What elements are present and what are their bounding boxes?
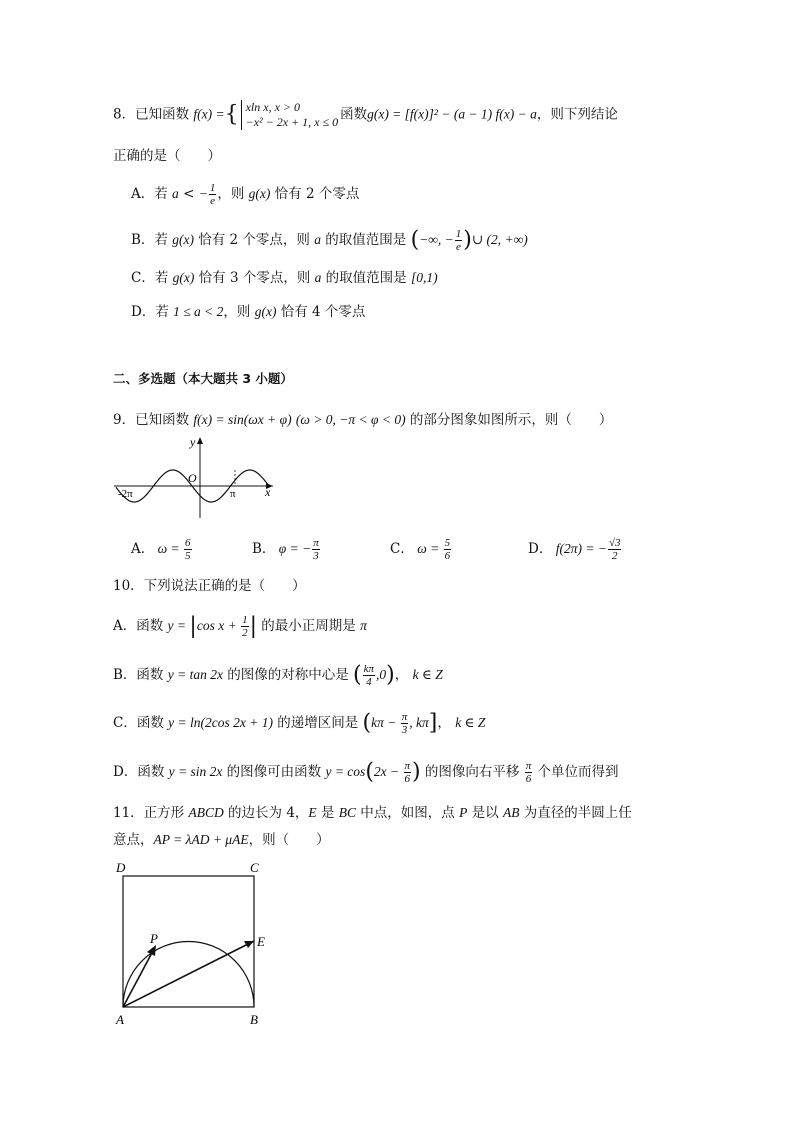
label-e: E bbox=[257, 934, 265, 949]
q9-option-a: A． ω = $\frac{6}{5}$ bbox=[131, 537, 191, 562]
label-d: D bbox=[116, 860, 126, 875]
q8-option-c: C．若 g(x) 恰有 3 个零点，则 a 的取值范围是 [0,1) bbox=[131, 270, 438, 286]
tick-neg-2pi: -2π bbox=[118, 488, 133, 500]
section-heading: 二、多选题（本大题共 3 小题） bbox=[113, 371, 293, 386]
q11-square-figure bbox=[110, 856, 280, 1031]
q8-stem: 8．已知函数 f(x) ={ xln x, x > 0 −x² − 2x + 1, x ≤ 0 函数g(x) = [f(x)]² − (a − 1) f(x) − a，则下列结论 bbox=[113, 100, 618, 129]
q11-stem-line2: 意点，AP = λAD + μAE，则（ ） bbox=[113, 832, 330, 848]
q10-option-a: A．函数 y = |cos x + $\frac{1}{2}$ | 的最小正周期是 π bbox=[113, 613, 367, 639]
label-p: P bbox=[150, 931, 158, 946]
q10-option-d: D．函数 y = sin 2x 的图像可由函数 y = cos(2x − $\frac{\pi}{6}$ ) 的图像向右平移 $\frac{\pi}{6}$ 个单位而得到 bbox=[113, 759, 619, 785]
q9-sine-graph bbox=[108, 433, 283, 523]
q8-option-a: A．若 a < − $\frac{1}{e}$ ，则 g(x) 恰有 2 个零点 bbox=[131, 182, 360, 207]
q9-stem: 9．已知函数 f(x) = sin(ωx + φ) (ω > 0, −π < φ < 0) 的部分图象如图所示，则（ ） bbox=[113, 412, 613, 428]
q11-stem-line1: 11．正方形 ABCD 的边长为 4，E 是 BC 中点，如图，点 P 是以 AB 为直径的半圆上任 bbox=[113, 805, 632, 821]
origin-label: O bbox=[188, 471, 197, 485]
label-c: C bbox=[250, 860, 259, 875]
q8-option-d: D．若 1 ≤ a < 2，则 g(x) 恰有 4 个零点 bbox=[131, 304, 366, 320]
q10-stem: 10．下列说法正确的是（ ） bbox=[113, 578, 306, 594]
label-b: B bbox=[250, 1012, 258, 1027]
q10-option-c: C．函数 y = ln(2cos 2x + 1) 的递增区间是 (kπ − $\frac{\pi}{3}$ , kπ]， k ∈ Z bbox=[113, 710, 486, 736]
y-axis-label: y bbox=[190, 435, 196, 449]
q8-stem-line2: 正确的是（ ） bbox=[113, 148, 221, 164]
q9-option-d: D． f(2π) = − $\frac{√3}{2}$ bbox=[528, 537, 621, 562]
piecewise-definition: xln x, x > 0 −x² − 2x + 1, x ≤ 0 bbox=[241, 100, 338, 130]
x-axis-label: x bbox=[265, 485, 271, 499]
tick-pi: π bbox=[230, 488, 236, 500]
label-a: A bbox=[116, 1012, 124, 1027]
q9-option-c: C． ω = $\frac{5}{6}$ bbox=[390, 537, 451, 562]
q10-option-b: B．函数 y = tan 2x 的图像的对称中心是 ( $\frac{k\pi}{4}$ ,0)， k ∈ Z bbox=[113, 662, 443, 688]
y-axis-arrow bbox=[197, 437, 203, 444]
q8-option-b: B．若 g(x) 恰有 2 个零点，则 a 的取值范围是 (−∞, − $\frac{1}{e}$ )∪ (2, +∞) bbox=[131, 227, 528, 253]
vector-ae bbox=[123, 941, 254, 1007]
q9-option-b: B． φ = − $\frac{\pi}{3}$ bbox=[252, 537, 319, 562]
